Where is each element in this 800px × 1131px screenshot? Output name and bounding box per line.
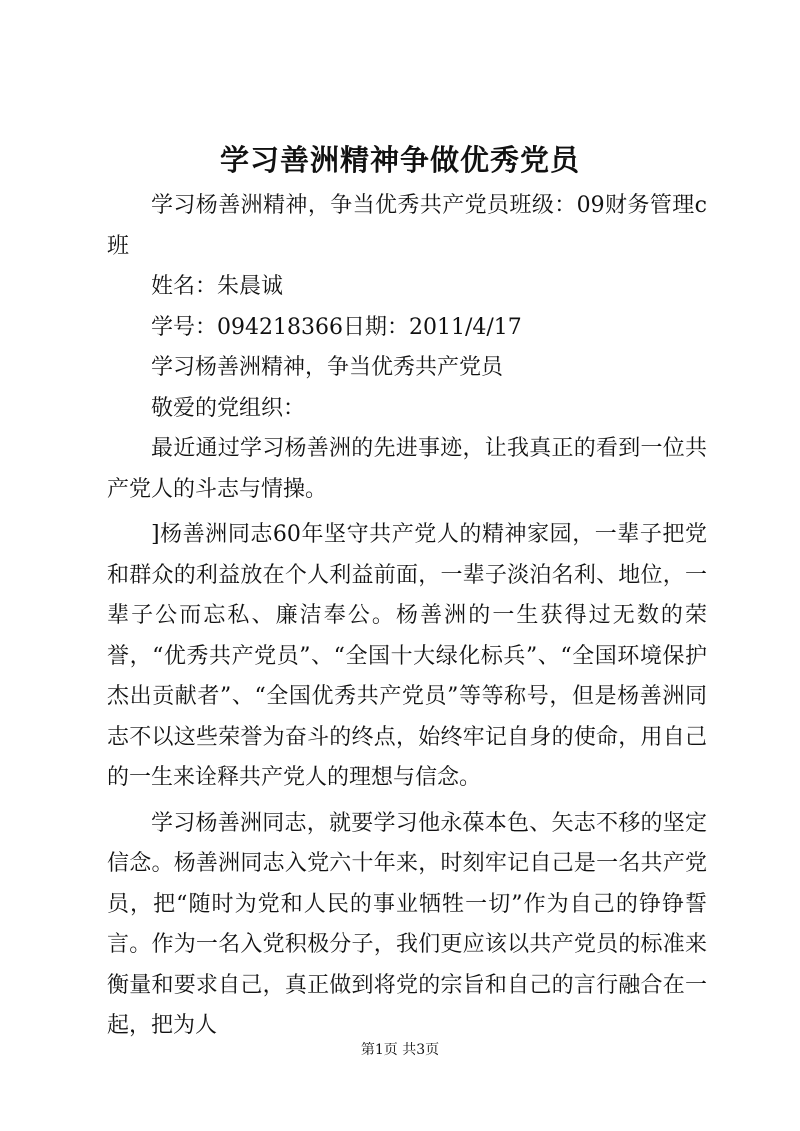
paragraph-achievements: ]杨善洲同志60年坚守共产党人的精神家园，一辈子把党和群众的利益放在个人利益前面，一辈子淡泊名利、地位，一辈子公而忘私、廉洁奉公。杨善洲的一生获得过无数的荣誉，“优秀共产党员”、“全国十大绿化标兵”、“全国环境保护杰出贡献者”、“全国优秀共产党员”等等称号，但是杨善洲同志不以这些荣誉为奋斗的终点，始终牢记自身的使命，用自己的一生来诠释共产党人的理想与信念。 (107, 522, 707, 790)
page-footer (0, 1040, 800, 1060)
document-title: 学习善洲精神争做优秀党员 (219, 143, 580, 177)
paragraph-student-id-date: 学号：094218366日期：2011/4/17 (151, 314, 522, 340)
paragraph-subtitle: 学习杨善洲精神，争当优秀共产党员 (151, 355, 504, 380)
page-number-label: 第1页 共3页 (360, 1042, 440, 1058)
paragraph-salutation: 敬爱的党组织： (151, 395, 306, 421)
paragraph-name: 姓名：朱晨诚 (151, 274, 284, 299)
paragraph-class-info: 学习杨善洲精神，争当优秀共产党员班级：09财务管理c班 (107, 193, 707, 259)
paragraph-belief: 学习杨善洲同志，就要学习他永葆本色、矢志不移的坚定信念。杨善洲同志入党六十年来，时刻牢记自己是一名共产党员，把“随时为党和人民的事业牺牲一切”作为自己的铮铮誓言。作为一名入党积极分子，我们更应该以共产党员的标准来衡量和要求自己，真正做到将党的宗旨和自己的言行融合在一起，把为人 (107, 810, 707, 1038)
document-body (107, 186, 707, 1047)
paragraph-intro: 最近通过学习杨善洲的先进事迹，让我真正的看到一位共产党人的斗志与情操。 (107, 436, 707, 502)
